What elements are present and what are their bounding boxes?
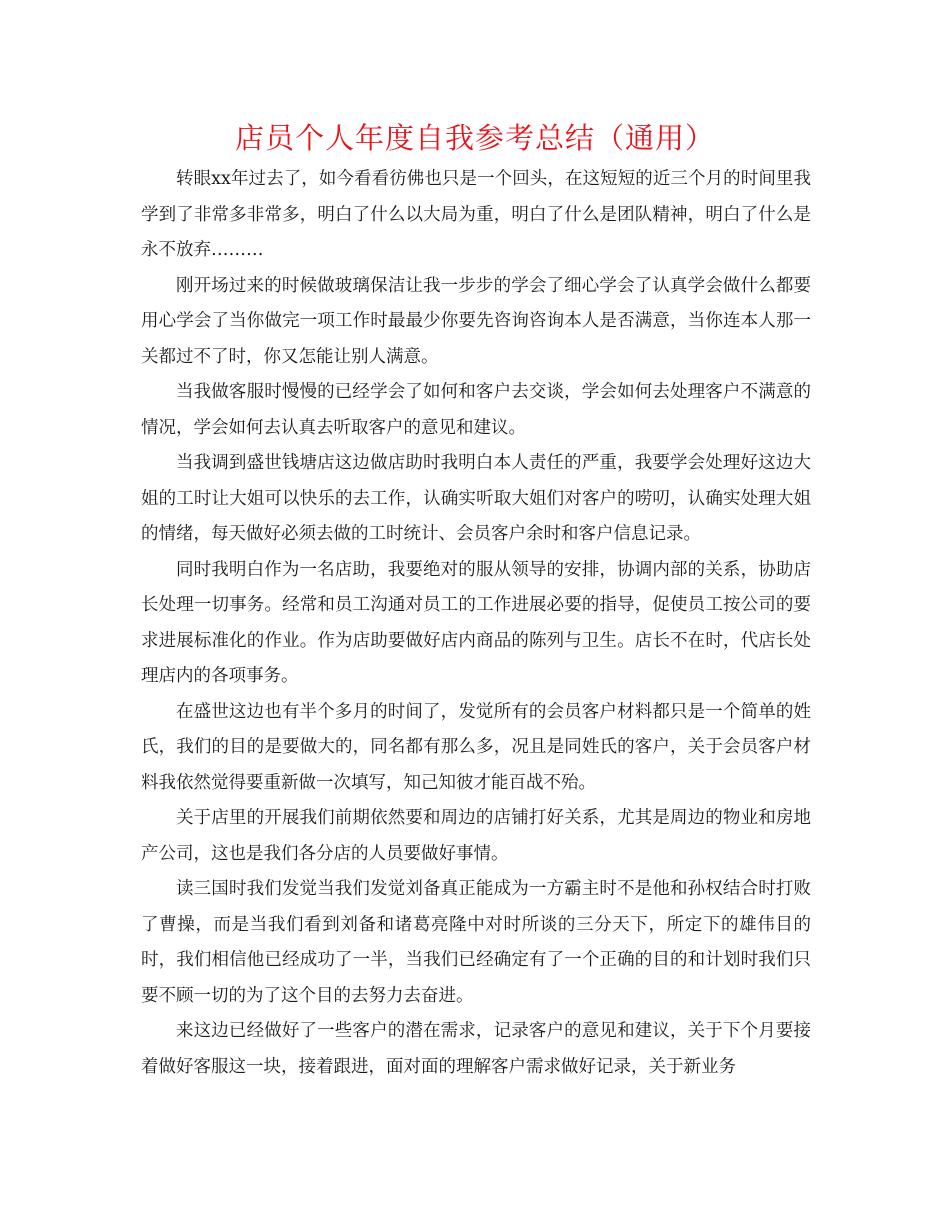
paragraph-3: 当我做客服时慢慢的已经学会了如何和客户去交谈，学会如何去处理客户不满意的情况，学会如何去认真去听取客户的意见和建议。 [141,382,811,438]
paragraph-9: 来这边已经做好了一些客户的潜在需求，记录客户的意见和建议，关于下个月要接着做好客服这一块，接着跟进，面对面的理解客户需求做好记录，关于新业务 [141,1021,811,1077]
document-title: 店员个人年度自我参考总结（通用） [234,121,715,155]
paragraph-1: 转眼xx年过去了，如今看看彷佛也只是一个回头，在这短短的近三个月的时间里我学到了非常多非常多，明白了什么以大局为重，明白了什么是团队精神，明白了什么是永不放弃……… [141,169,811,260]
paragraph-7: 关于店里的开展我们前期依然要和周边的店铺打好关系，尤其是周边的物业和房地产公司，这也是我们各分店的人员要做好事情。 [141,808,811,864]
paragraph-4: 当我调到盛世钱塘店这边做店助时我明白本人责任的严重，我要学会处理好这边大姐的工时让大姐可以快乐的去工作，认确实听取大姐们对客户的唠叨，认确实处理大姐的情绪，每天做好必须去做的工时统计、会员客户余时和客户信息记录。 [141,453,811,544]
paragraph-6: 在盛世这边也有半个多月的时间了，发觉所有的会员客户材料都只是一个简单的姓氏，我们的目的是要做大的，同名都有那么多，况且是同姓氏的客户，关于会员客户材料我依然觉得要重新做一次填写，知己知彼才能百战不殆。 [141,701,811,793]
paragraph-2: 刚开场过来的时候做玻璃保洁让我一步步的学会了细心学会了认真学会做什么都要用心学会了当你做完一项工作时最最少你要先咨询咨询本人是否满意，当你连本人那一关都过不了时，你又怎能让别人满意。 [141,275,811,367]
paragraph-8: 读三国时我们发觉当我们发觉刘备真正能成为一方霸主时不是他和孙权结合时打败了曹操，而是当我们看到刘备和诸葛亮隆中对时所谈的三分天下，所定下的雄伟目的时，我们相信他已经成功了一半，当我们已经确定有了一个正确的目的和计划时我们只要不顾一切的为了这个目的去努力去奋进。 [141,879,811,1006]
paragraph-5: 同时我明白作为一名店助，我要绝对的服从领导的安排，协调内部的关系，协助店长处理一切事务。经常和员工沟通对员工的工作进展必要的指导，促使员工按公司的要求进展标准化的作业。作为店助要做好店内商品的陈列与卫生。店长不在时，代店长处理店内的各项事务。 [141,559,811,686]
document-body [141,162,811,1085]
